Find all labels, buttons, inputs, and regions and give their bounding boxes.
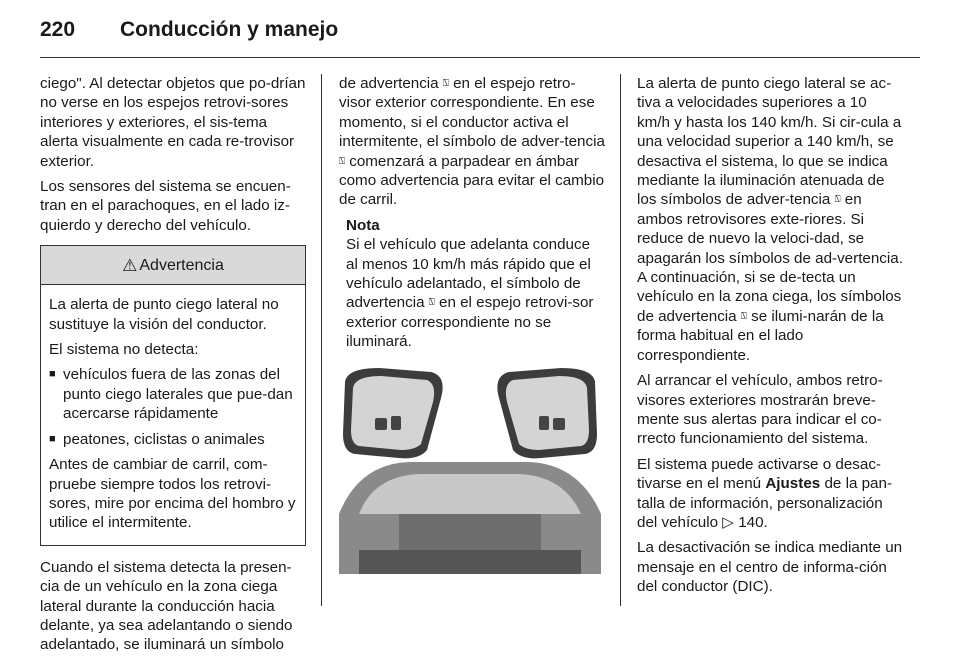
blind-spot-car-icon: ⍂	[740, 310, 747, 322]
paragraph: Los sensores del sistema se encuen-tran en el parachoques, en el lado iz-quierdo y derecho del vehículo.	[40, 178, 291, 234]
text-run: en ambos retrovisores exte-riores. Si reduce de nuevo la veloci-dad, se apagarán los símbolos de ad-vertencia. A continuación, si se de-tecta un vehículo en la zona ciega, los símbolos de advertencia	[637, 191, 903, 325]
list-item: ■ vehículos fuera de las zonas del punto ciego laterales que pue-dan acercarse rápidamente	[49, 365, 297, 423]
warning-body	[41, 285, 305, 544]
text-run: se ilumi-narán de la forma habitual en el lado correspondiente.	[637, 307, 884, 364]
warning-box	[40, 245, 306, 545]
blind-spot-car-icon	[391, 416, 401, 430]
note-text	[346, 235, 605, 351]
mirror-illustration	[339, 364, 601, 574]
paragraph: La desactivación se indica mediante un mensaje en el centro de informa-ción del conductor (DIC).	[637, 539, 903, 596]
blind-spot-car-icon: ⍂	[428, 297, 435, 309]
paragraph: Al arrancar el vehículo, ambos retro-visores exteriores mostrarán breve-mente sus alertas para indicar el co-rrecto funcionamiento del sistema.	[637, 372, 883, 448]
column-divider	[620, 74, 621, 606]
column-2	[339, 74, 605, 574]
paragraph	[339, 74, 605, 210]
warning-list	[49, 365, 297, 449]
text-run: en el espejo retrovi-sor exterior correspondiente no se iluminará.	[346, 294, 594, 351]
page-header	[40, 14, 920, 58]
column-divider	[321, 74, 322, 606]
column-3	[637, 74, 903, 603]
blind-spot-car-icon	[539, 416, 549, 430]
chapter-title: Conducción y manejo	[120, 18, 339, 41]
note-title: Nota	[346, 216, 380, 234]
blind-spot-car-icon	[553, 418, 565, 430]
page-reference-arrow-icon: ▷	[722, 513, 734, 531]
blind-spot-car-icon: ⍂	[834, 194, 841, 206]
text-run: de la pan-talla de información, personalización del vehículo	[637, 475, 893, 531]
warning-triangle-icon: ⚠	[122, 255, 138, 275]
paragraph: ciego". Al detectar objetos que po-drían no verse en los espejos retrovi-sores interiores y exteriores, el sis-tema alerta visualmente en cada re-trovisor exterior.	[40, 75, 306, 170]
warning-text: Antes de cambiar de carril, com-pruebe siempre todos los retrovi-sores, mire por encima del hombro y utilice el intermitente.	[49, 456, 296, 532]
text-run: comenzará a parpadear en ámbar como advertencia para evitar el cambio de carril.	[339, 152, 605, 209]
paragraph: Cuando el sistema detecta la presen-cia de un vehículo en la zona ciega lateral durante la conducción hacia delante, ya sea adelantando o siendo adelantado, se iluminará un símbolo	[40, 558, 293, 654]
warning-text: La alerta de punto ciego lateral no sustituye la visión del conductor.	[49, 296, 279, 333]
menu-name-ajustes: Ajustes	[765, 475, 821, 493]
list-item: ■ peatones, ciclistas o animales	[49, 430, 297, 449]
page-number: 220	[40, 18, 76, 41]
column-1	[40, 74, 306, 661]
paragraph	[637, 74, 903, 365]
header-rule	[40, 57, 920, 58]
blind-spot-car-icon: ⍂	[339, 155, 345, 167]
warning-title: Advertencia	[139, 256, 224, 274]
text-run: en el espejo retro-visor exterior correspondiente. En ese momento, si el conductor activa el intermitente, el símbolo de adver-tencia	[339, 75, 605, 151]
text-run: Si el vehículo que adelanta conduce al menos 10 km/h más rápido que el vehículo adelantado, el símbolo de advertencia	[346, 236, 591, 312]
text-run: El sistema puede activarse o desac-tivarse en el menú	[637, 455, 881, 493]
right-mirror-glass	[506, 376, 589, 450]
text-run: de advertencia	[339, 75, 439, 92]
blind-spot-car-icon	[375, 418, 387, 430]
page-reference[interactable]: 140.	[738, 513, 768, 531]
paragraph	[637, 455, 903, 533]
blind-spot-car-icon: ⍂	[442, 78, 449, 89]
warning-text: El sistema no detecta:	[49, 341, 199, 359]
warning-header	[41, 246, 305, 285]
text-run: La alerta de punto ciego lateral se ac-tiva a velocidades superiores a 10 km/h y hasta los 140 km/h. Si cir-cula a una velocidad superior a 140 km/h, se desactiva el sistema, lo que se indica mediante la iluminación atenuada de los símbolos de adver-tencia	[637, 75, 902, 209]
note-box	[339, 216, 605, 352]
left-mirror-glass	[351, 376, 434, 450]
